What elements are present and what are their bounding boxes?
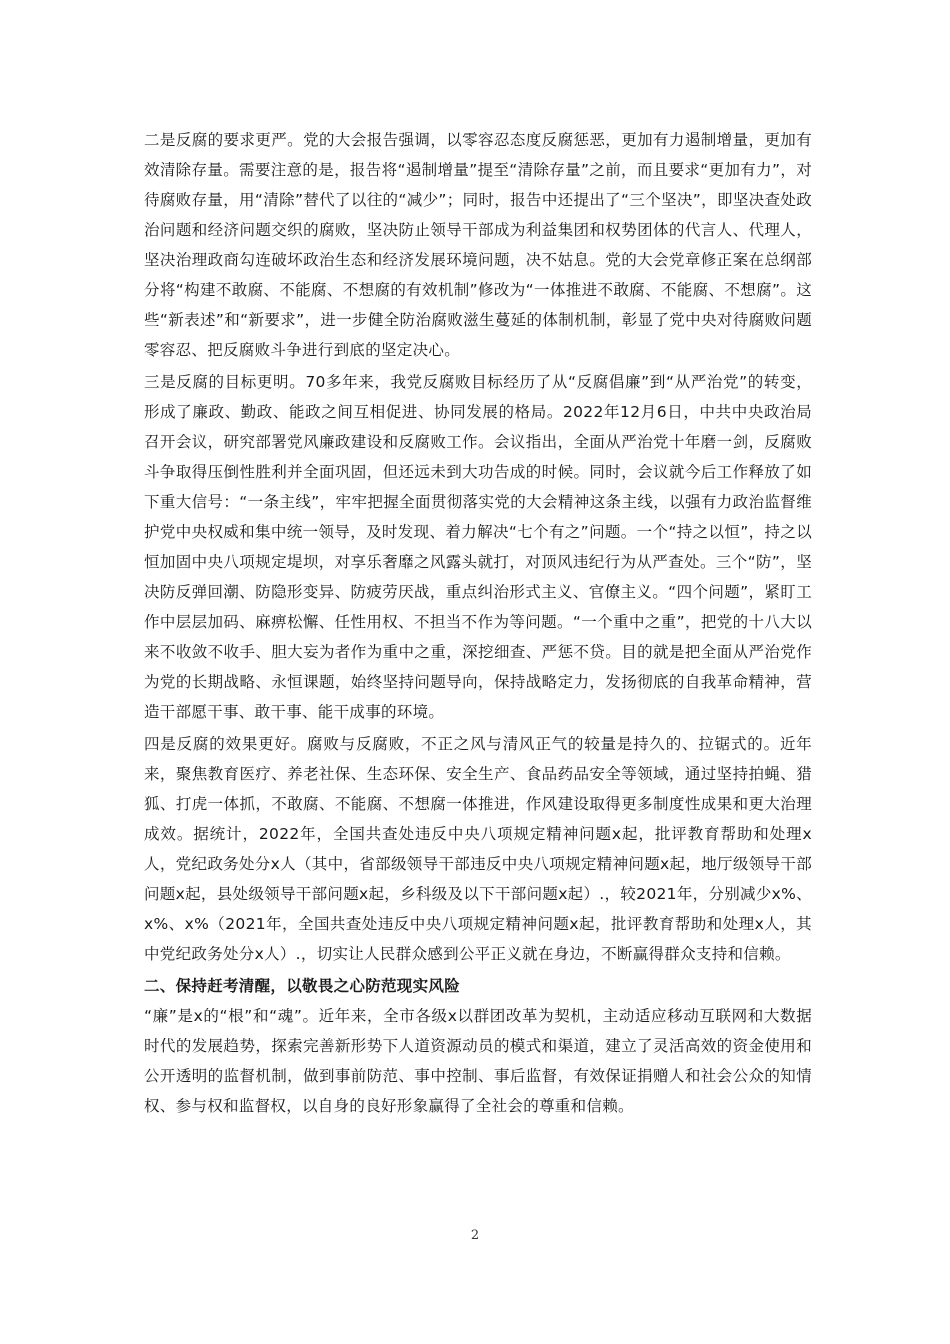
paragraph-effects: 四是反腐的效果更好。腐败与反腐败，不正之风与清风正气的较量是持久的、拉锯式的。近年来，聚焦教育医疗、养老社保、生态环保、安全生产、食品药品安全等领域，通过坚持拍蝇、猎狐、打虎一体抓，不敢腐、不能腐、不想腐一体推进，作风建设取得更多制度性成果和更大治理成效。据统计，2022年，全国共查处违反中央八项规定精神问题x起，批评教育帮助和处理x人，党纪政务处分x人（其中，省部级领导干部违反中央八项规定精神问题x起，地厅级领导干部问题x起，县处级领导干部问题x起，乡科级及以下干部问题x起）.，较2021年，分别减少x%、x%、x%（2021年，全国共查处违反中央八项规定精神问题x起，批评教育帮助和处理x人，其中党纪政务处分x人）.，切实让人民群众感到公平正义就在身边，不断赢得群众支持和信赖。 [144,735,812,963]
paragraph-goals: 三是反腐的目标更明。70多年来，我党反腐败目标经历了从“反腐倡廉”到“从严治党”的转变，形成了廉政、勤政、能政之间互相促进、协同发展的格局。2022年12月6日，中共中央政治局召开会议，研究部署党风廉政建设和反腐败工作。会议指出，全面从严治党十年磨一剑，反腐败斗争取得压倒性胜利并全面巩固，但还远未到大功告成的时候。同时，会议就今后工作释放了如下重大信号：“一条主线”，牢牢把握全面贯彻落实党的大会精神这条主线，以强有力政治监督维护党中央权威和集中统一领导，及时发现、着力解决“七个有之”问题。一个“持之以恒”，持之以恒加固中央八项规定堤坝，对享乐奢靡之风露头就打，对顶风违纪行为从严查处。三个“防”，坚决防反弹回潮、防隐形变异、防疲劳厌战，重点纠治形式主义、官僚主义。“四个问题”，紧盯工作中层层加码、麻痹松懈、任性用权、不担当不作为等问题。“一个重中之重”，把党的十八大以来不收敛不收手、胆大妄为者作为重中之重，深挖细查、严惩不贷。目的就是把全面从严治党作为党的长期战略、永恒课题，始终坚持问题导向，保持战略定力，发扬彻底的自我革命精神，营造干部愿干事、敢干事、能干成事的环境。 [144,373,812,721]
section-heading: 二、保持赶考清醒，以敬畏之心防范现实风险 [144,977,461,995]
document-body [144,125,812,1121]
paragraph-requirements: 二是反腐的要求更严。党的大会报告强调，以零容忍态度反腐惩恶，更加有力遏制增量，更加有效清除存量。需要注意的是，报告将“遏制增量”提至“清除存量”之前，而且要求“更加有力”，对待腐败存量，用“清除”替代了以往的“减少”；同时，报告中还提出了“三个坚决”，即坚决查处政治问题和经济问题交织的腐败，坚决防止领导干部成为利益集团和权势团体的代言人、代理人，坚决治理政商勾连破坏政治生态和经济发展环境问题，决不姑息。党的大会党章修正案在总纲部分将“构建不敢腐、不能腐、不想腐的有效机制”修改为“一体推进不敢腐、不能腐、不想腐”。这些“新表述”和“新要求”，进一步健全防治腐败滋生蔓延的体制机制，彰显了党中央对待腐败问题零容忍、把反腐败斗争进行到底的坚定决心。 [144,131,812,359]
paragraph-integrity: “廉”是x的“根”和“魂”。近年来，全市各级x以群团改革为契机，主动适应移动互联网和大数据时代的发展趋势，探索完善新形势下人道资源动员的模式和渠道，建立了灵活高效的资金使用和公开透明的监督机制，做到事前防范、事中控制、事后监督，有效保证捐赠人和社会公众的知情权、参与权和监督权，以自身的良好形象赢得了全社会的尊重和信赖。 [144,1007,812,1115]
page-number: 2 [470,1228,480,1243]
